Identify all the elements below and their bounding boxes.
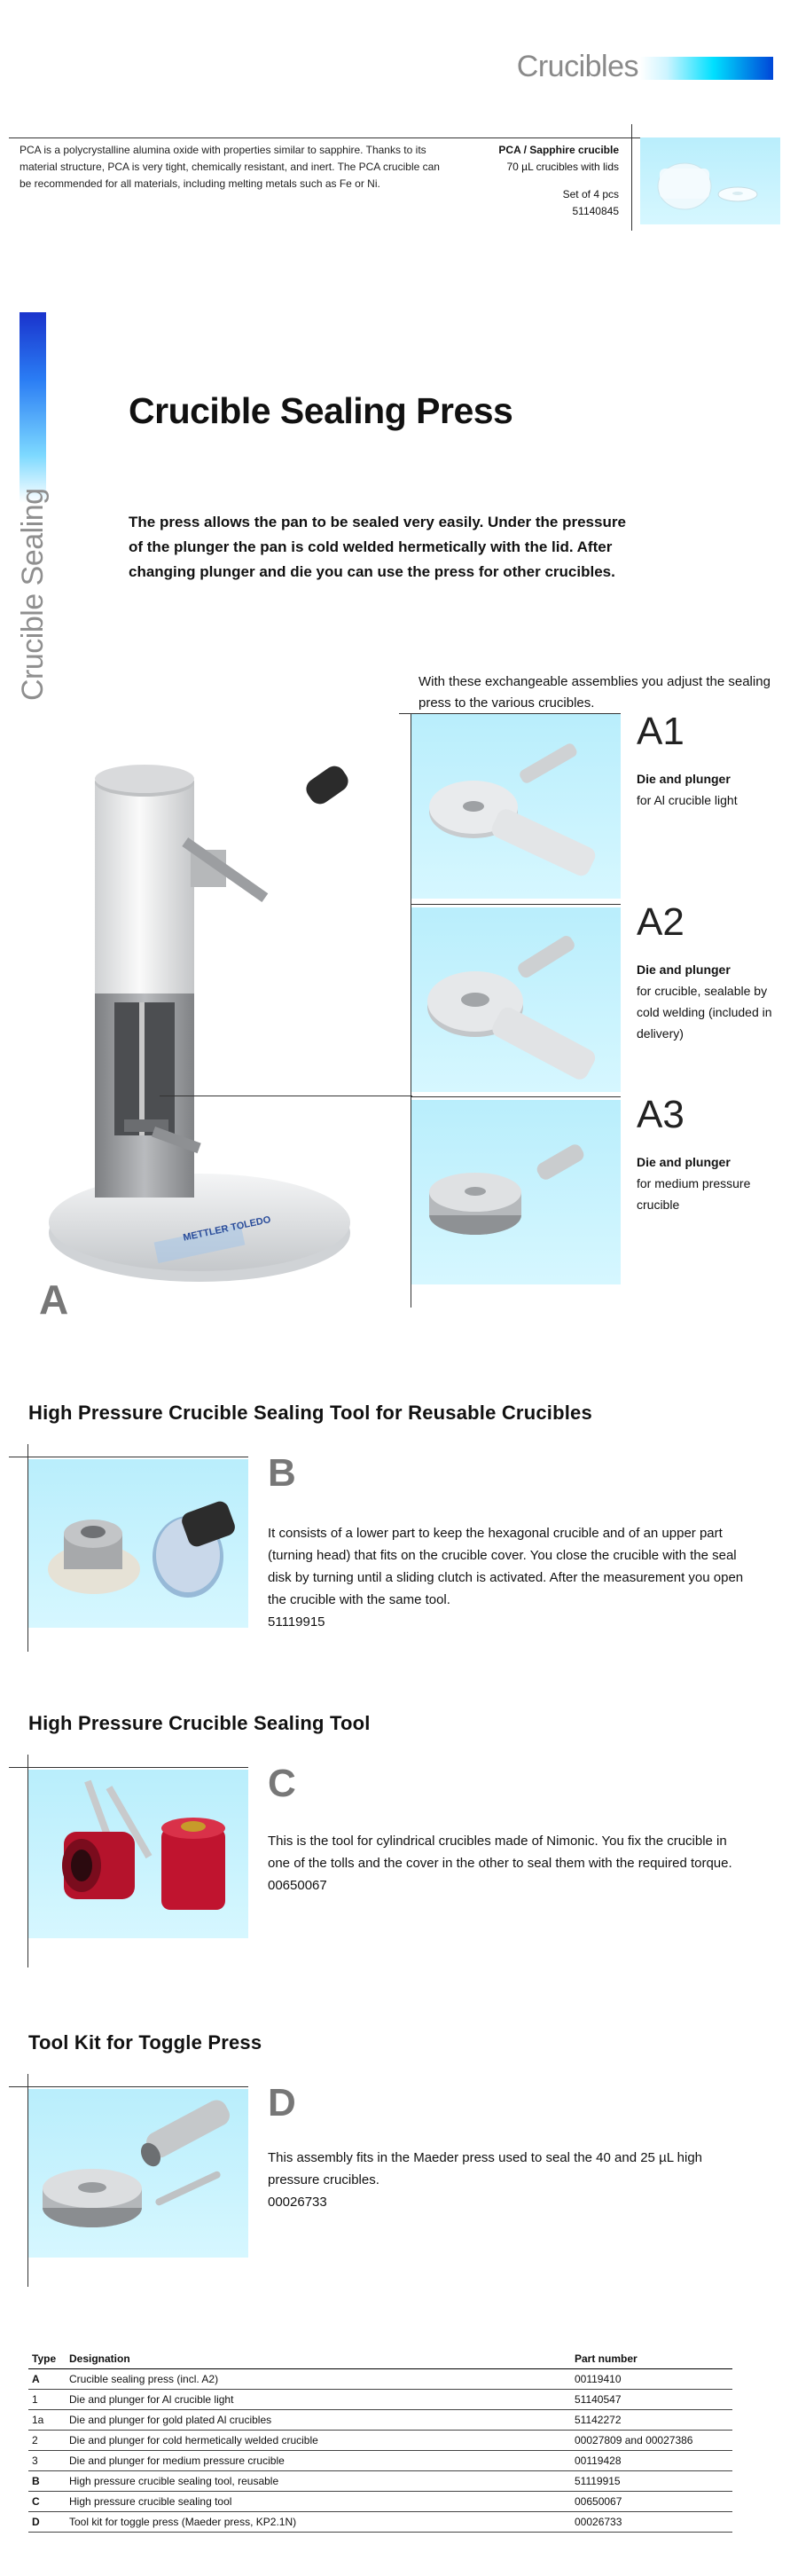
- section-c-text: [268, 1830, 747, 1897]
- cell-designation: Crucible sealing press (incl. A2): [66, 2369, 571, 2390]
- section-d-rule: [9, 2086, 248, 2087]
- toggle-press-kit-illustration: [28, 2089, 248, 2258]
- column-header-designation: Designation: [66, 2349, 571, 2369]
- assembly-a1-image: [411, 714, 621, 899]
- section-b-image: [28, 1459, 248, 1628]
- section-c-rule: [9, 1767, 248, 1768]
- pca-product-title: PCA / Sapphire crucible: [498, 144, 619, 156]
- section-b-description: It consists of a lower part to keep the hexagonal crucible and of an upper part (turning head) that fits on the crucible cover. You close the crucible with the seal disk by turning until a sliding clutch is activated. After the measurement you open the crucible with the same tool.: [268, 1526, 744, 1607]
- assembly-a3-text: [637, 1151, 787, 1215]
- pca-product-info: [461, 142, 619, 220]
- section-c-heading: High Pressure Crucible Sealing Tool: [28, 1712, 371, 1734]
- section-d-text: [268, 2147, 747, 2213]
- parts-table-wrap: [28, 2349, 732, 2533]
- section-d-image: [28, 2089, 248, 2258]
- pca-crucible-image: [640, 137, 780, 224]
- die-plunger-a2-illustration: [411, 907, 621, 1092]
- table-row: [28, 2369, 732, 2390]
- assembly-a3-title: Die and plunger: [637, 1155, 731, 1169]
- table-row: [28, 2512, 732, 2533]
- section-c-part: 00650067: [268, 1878, 327, 1893]
- cell-designation: Tool kit for toggle press (Maeder press, KP2.1N): [66, 2512, 571, 2533]
- cell-part-number: 51140547: [571, 2390, 732, 2410]
- pca-product-sub: 70 µL crucibles with lids: [506, 161, 619, 173]
- assembly-a2-image: [411, 907, 621, 1092]
- die-plunger-a1-illustration: [411, 714, 621, 899]
- table-row: [28, 2431, 732, 2451]
- assembly-a3-image: [411, 1100, 621, 1284]
- cell-part-number: 00027809 and 00027386: [571, 2431, 732, 2451]
- assembly-a1-text: [637, 768, 787, 811]
- section-d-heading: Tool Kit for Toggle Press: [28, 2031, 262, 2054]
- cell-part-number: 51119915: [571, 2471, 732, 2492]
- assembly-a2-desc: for crucible, sealable by cold welding (included in delivery): [637, 984, 772, 1041]
- table-row: [28, 2390, 732, 2410]
- pca-set: Set of 4 pcs: [562, 188, 619, 200]
- cell-designation: Die and plunger for cold hermetically welded crucible: [66, 2431, 571, 2451]
- assembly-a2-title: Die and plunger: [637, 962, 731, 977]
- cell-type: A: [28, 2369, 66, 2390]
- cell-part-number: 00119428: [571, 2451, 732, 2471]
- sealing-press-image: [22, 736, 412, 1322]
- cell-designation: Die and plunger for gold plated Al crucibles: [66, 2410, 571, 2431]
- cell-designation: High pressure crucible sealing tool, reusable: [66, 2471, 571, 2492]
- category-title: Crucibles: [516, 50, 638, 83]
- reusable-sealing-tool-illustration: [28, 1459, 248, 1628]
- cell-designation: High pressure crucible sealing tool: [66, 2492, 571, 2512]
- press-title: Crucible Sealing Press: [129, 390, 513, 431]
- cell-designation: Die and plunger for Al crucible light: [66, 2390, 571, 2410]
- assembly-a1-desc: for Al crucible light: [637, 793, 738, 807]
- section-d-letter: D: [268, 2081, 296, 2124]
- table-row: [28, 2492, 732, 2512]
- table-row: [28, 2451, 732, 2471]
- header-gradient-bar: [640, 57, 773, 80]
- assembly-a1-title: Die and plunger: [637, 772, 731, 786]
- section-b-heading: High Pressure Crucible Sealing Tool for Reusable Crucibles: [28, 1402, 592, 1424]
- cell-type: B: [28, 2471, 66, 2492]
- cell-type: 2: [28, 2431, 66, 2451]
- cell-type: 3: [28, 2451, 66, 2471]
- section-d-description: This assembly fits in the Maeder press used to seal the 40 and 25 µL high pressure crucibles.: [268, 2150, 703, 2187]
- cell-designation: Die and plunger for medium pressure crucible: [66, 2451, 571, 2471]
- cell-type: D: [28, 2512, 66, 2533]
- table-row: [28, 2471, 732, 2492]
- die-plunger-a3-illustration: [411, 1100, 621, 1284]
- cell-type: C: [28, 2492, 66, 2512]
- sealing-press-illustration: [22, 736, 412, 1322]
- pca-description: PCA is a polycrystalline alumina oxide with properties similar to sapphire. Thanks to its material structure, PCA is very tight, chemically resistant, and inert. The PCA crucible can be recommended for all materials, including melting metals such as Fe or Ni.: [20, 144, 440, 190]
- column-header-part-number: Part number: [571, 2349, 732, 2369]
- table-header-row: [28, 2349, 732, 2369]
- pca-part-number: 51140845: [572, 205, 619, 217]
- assembly-a2-code: A2: [637, 900, 685, 944]
- cylindrical-sealing-tool-illustration: [28, 1770, 248, 1938]
- assembly-a3-rule: [411, 1096, 621, 1097]
- cell-part-number: 00119410: [571, 2369, 732, 2390]
- crucible-illustration: [640, 137, 780, 224]
- section-b-part: 51119915: [268, 1614, 325, 1630]
- assembly-a2-text: [637, 959, 787, 1044]
- column-header-type: Type: [28, 2349, 66, 2369]
- assemblies-note: With these exchangeable assemblies you adjust the sealing press to the various crucibles.: [419, 674, 771, 711]
- cell-part-number: 00026733: [571, 2512, 732, 2533]
- section-c-letter: C: [268, 1762, 296, 1805]
- assembly-a1-code: A1: [637, 710, 685, 753]
- press-intro: The press allows the pan to be sealed very easily. Under the pressure of the plunger the pan is cold welded hermetically with the lid. After changing plunger and die you can use the press for other crucibles.: [129, 514, 626, 580]
- assembly-a3-desc: for medium pressure crucible: [637, 1176, 751, 1212]
- cell-type: 1: [28, 2390, 66, 2410]
- assembly-a2-rule: [411, 904, 621, 905]
- header-title: [497, 50, 638, 84]
- section-b-letter: B: [268, 1451, 296, 1495]
- press-label: A: [39, 1276, 69, 1323]
- section-d-part: 00026733: [268, 2195, 327, 2210]
- cell-part-number: 00650067: [571, 2492, 732, 2512]
- table-row: [28, 2410, 732, 2431]
- section-b-text: [268, 1522, 747, 1633]
- parts-table: [28, 2349, 732, 2533]
- section-c-description: This is the tool for cylindrical crucibles made of Nimonic. You fix the crucible in one of the tolls and the cover in the other to seal them with the required torque.: [268, 1834, 732, 1871]
- section-c-image: [28, 1770, 248, 1938]
- side-label: Crucible Sealing: [16, 488, 50, 701]
- cell-type: 1a: [28, 2410, 66, 2431]
- assembly-a3-code: A3: [637, 1093, 685, 1136]
- cell-part-number: 51142272: [571, 2410, 732, 2431]
- brand-logo: METTLER TOLEDO: [182, 1214, 272, 1244]
- pca-divider: [631, 124, 632, 231]
- side-label-wrap: [16, 435, 51, 701]
